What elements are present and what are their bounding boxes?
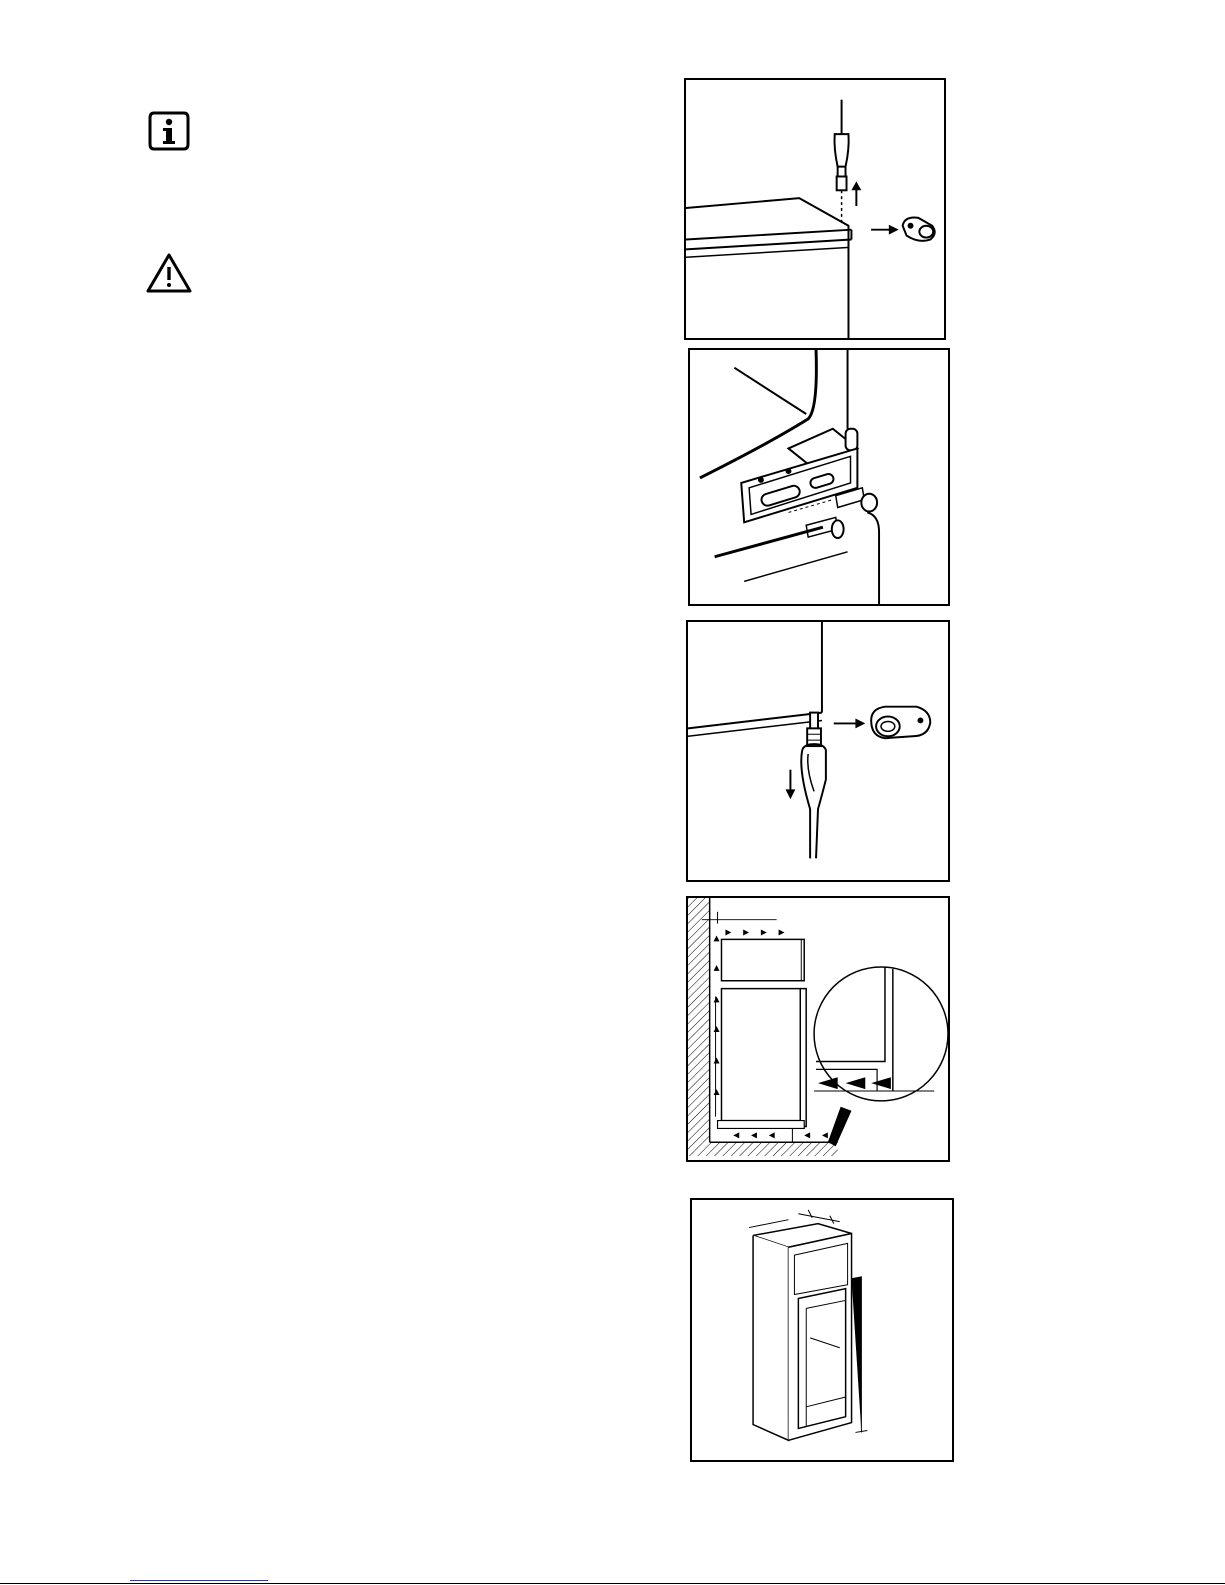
page-footer-rule	[0, 1583, 1225, 1584]
cabinet-hinge-bracket-figure	[688, 348, 950, 606]
door-hinge-bottom-figure	[686, 620, 950, 882]
niche-dimensions-figure	[690, 1198, 954, 1462]
info-icon	[146, 110, 192, 152]
door-hinge-top-figure	[684, 78, 946, 340]
ventilation-clearance-figure	[686, 896, 950, 1162]
footer-link-underline[interactable]	[130, 1580, 268, 1581]
warning-icon	[146, 252, 192, 294]
